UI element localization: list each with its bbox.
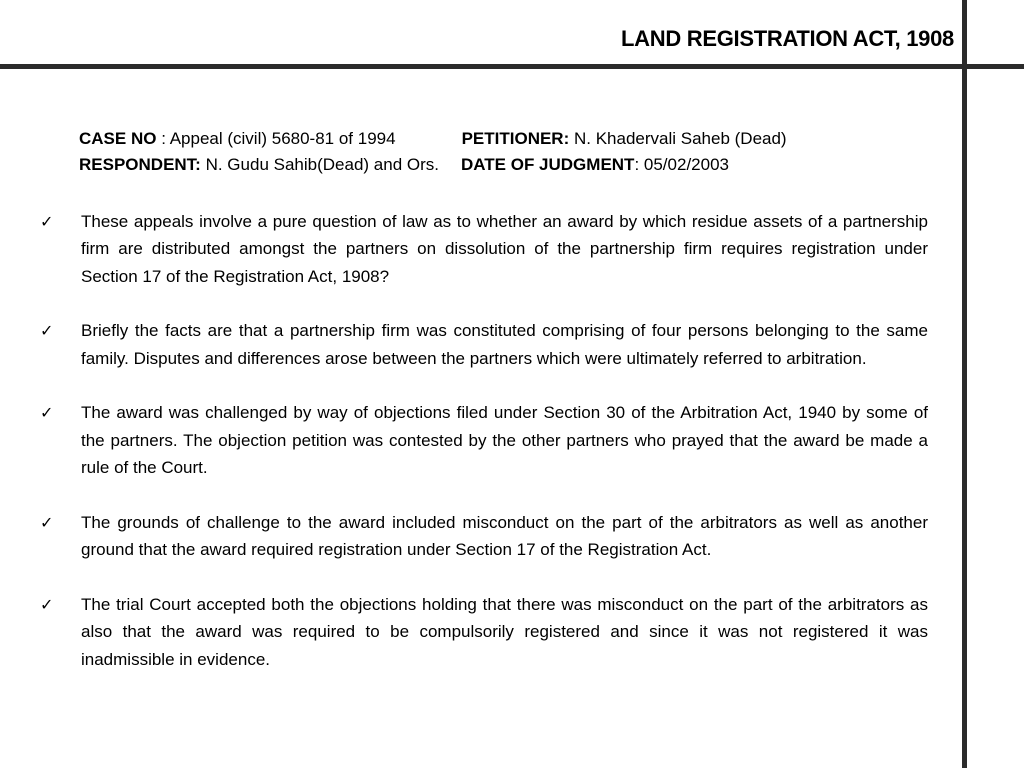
case-no-label: CASE NO xyxy=(79,129,157,148)
check-icon: ✓ xyxy=(40,594,54,614)
bullet-text: The grounds of challenge to the award included misconduct on the part of the arbitrators as well as another ground that the award required registration under Section 17 of the Registration Act. xyxy=(81,512,928,560)
bullet-text: The trial Court accepted both the objections holding that there was misconduct on the part of the arbitrators as also that the award was required to be compulsorily registered and since it was not registered it was inadmissible in evidence. xyxy=(81,594,928,669)
respondent-value: N. Gudu Sahib(Dead) and Ors. xyxy=(200,155,439,174)
bullet-text: The award was challenged by way of objections filed under Section 30 of the Arbitration Act, 1940 by some of the partners. The objection petition was contested by the other partners who prayed that the award be made a rule of the Court. xyxy=(81,403,928,478)
slide-title: LAND REGISTRATION ACT, 1908 xyxy=(621,26,954,51)
bullet-item xyxy=(40,509,928,564)
check-icon: ✓ xyxy=(40,403,54,423)
bullet-list xyxy=(40,208,928,700)
bullet-item xyxy=(40,317,928,372)
case-no-value: : Appeal (civil) 5680-81 of 1994 xyxy=(156,129,396,148)
date-of-judgment-label: DATE OF JUDGMENT xyxy=(460,155,635,174)
petitioner-label: PETITIONER: xyxy=(461,129,570,148)
petitioner-value: N. Khadervali Saheb (Dead) xyxy=(569,129,787,148)
bullet-text: These appeals involve a pure question of law as to whether an award by which residue assets of a partnership firm are distributed amongst the partners on dissolution of the partnership firm requires registration under Section 17 of the Registration Act, 1908? xyxy=(81,212,928,286)
case-line-2 xyxy=(79,152,939,178)
case-info xyxy=(79,126,939,178)
respondent-label: RESPONDENT: xyxy=(79,155,201,174)
check-icon: ✓ xyxy=(40,512,54,532)
bullet-item xyxy=(40,399,928,481)
right-border-line xyxy=(962,0,967,768)
date-of-judgment-value: : 05/02/2003 xyxy=(634,155,729,174)
bullet-text: Briefly the facts are that a partnership firm was constituted comprising of four persons belonging to the same family. Disputes and differences arose between the partners which were ultimately referred to arbitration. xyxy=(81,321,928,368)
bullet-item xyxy=(40,208,928,290)
bullet-item xyxy=(40,591,928,673)
case-line-1 xyxy=(79,126,939,152)
check-icon: ✓ xyxy=(40,321,54,341)
header-divider xyxy=(0,64,1024,69)
check-icon: ✓ xyxy=(40,212,54,231)
